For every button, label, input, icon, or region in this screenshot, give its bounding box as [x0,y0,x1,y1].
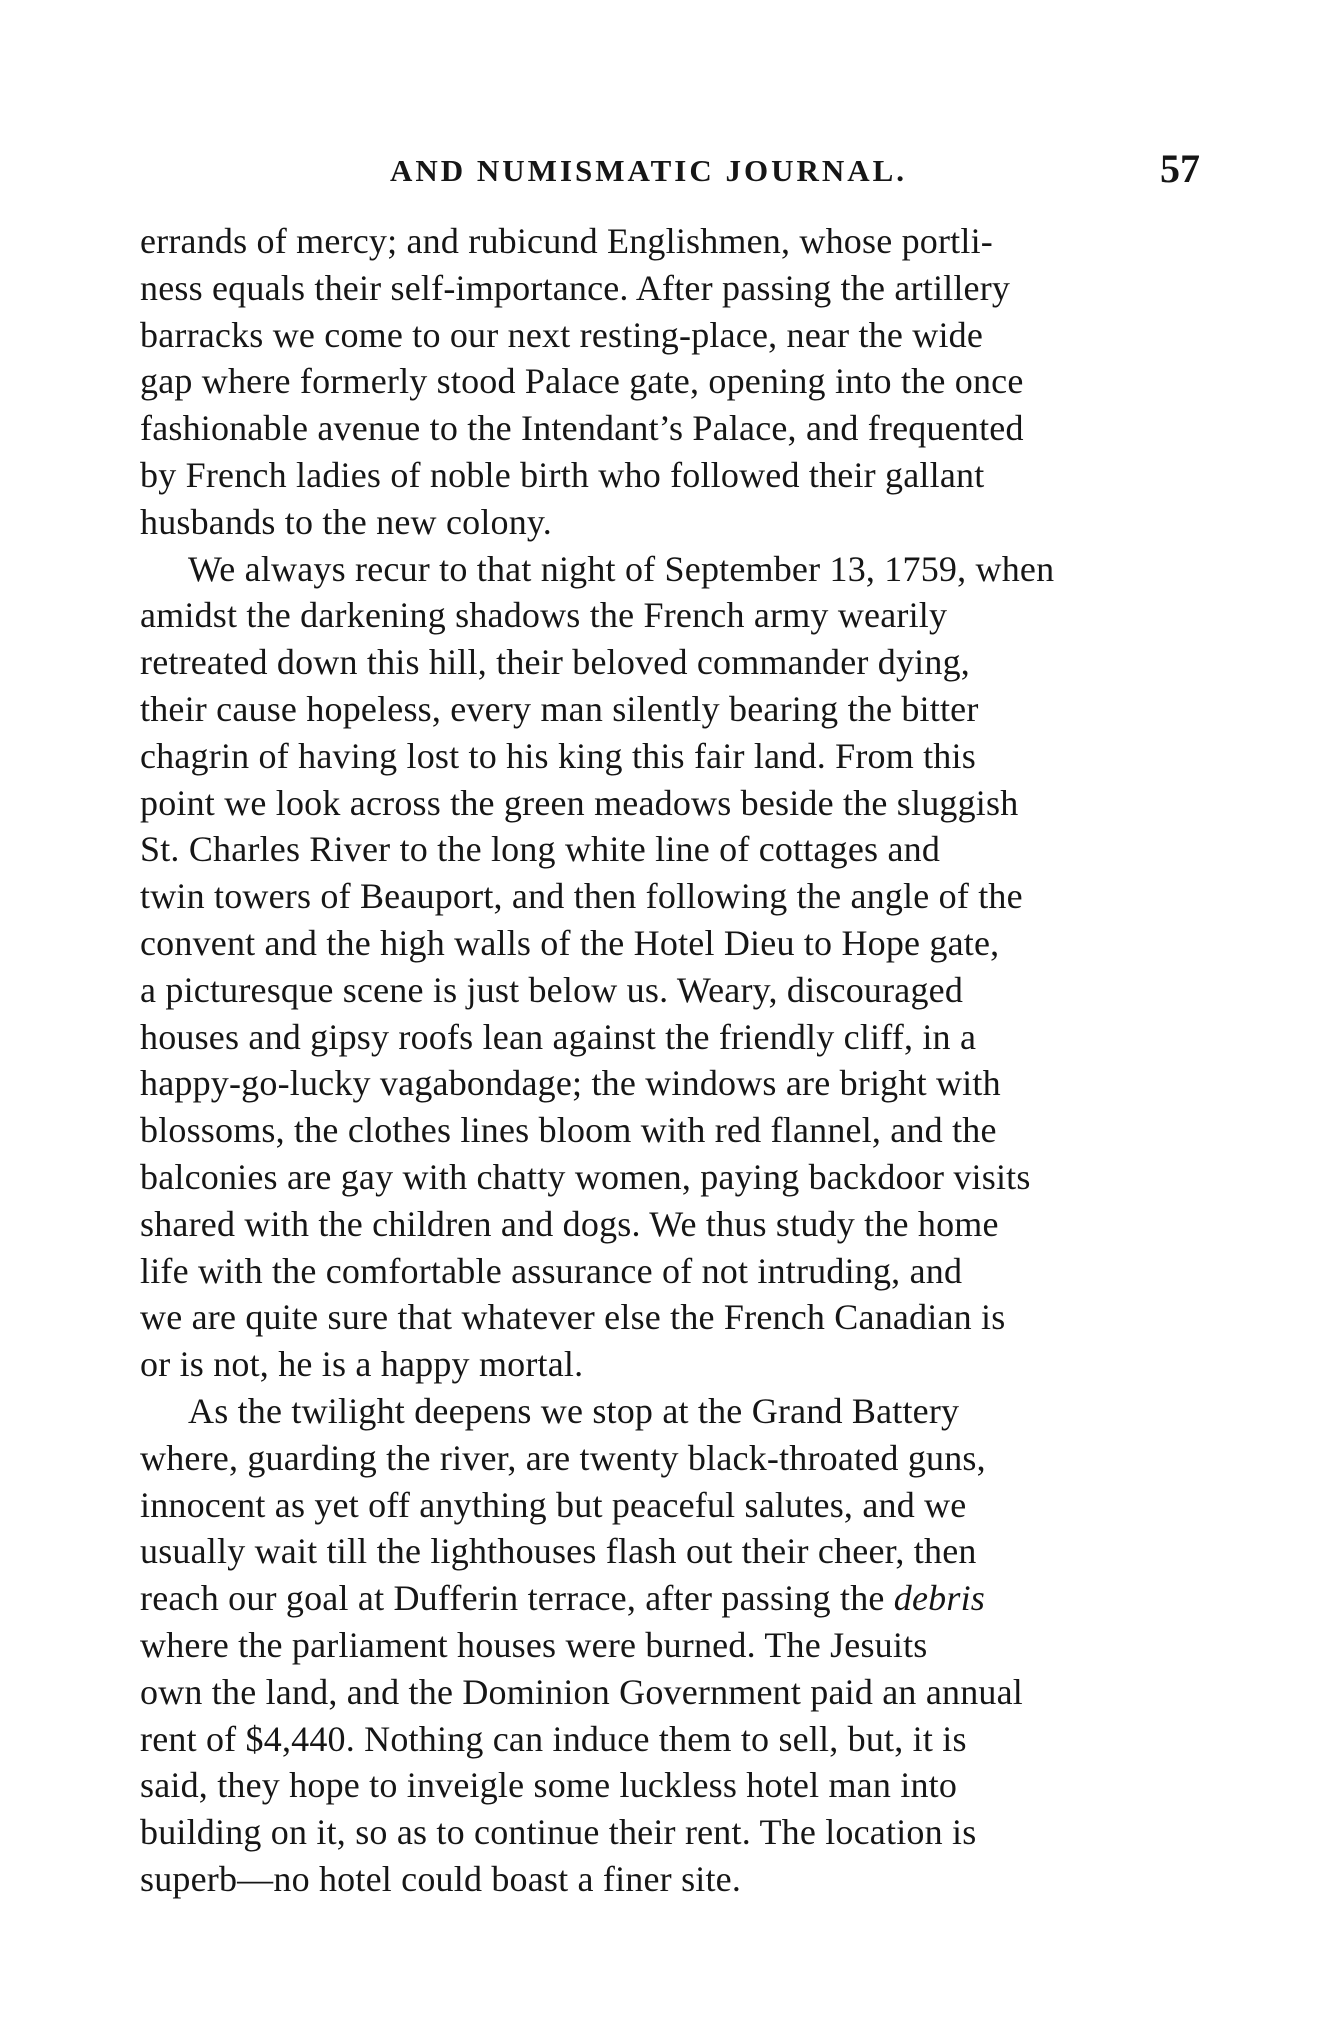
text-line: As the twilight deepens we stop at the Grand Battery [188,1390,960,1431]
text-line: where, guarding the river, are twenty black-throated guns, [140,1437,986,1478]
text-line: point we look across the green meadows beside the sluggish [140,782,1019,823]
text-line: errands of mercy; and rubicund Englishmen, whose portli- [140,221,993,261]
text-line: rent of $4,440. Nothing can induce them to sell, but, it is [140,1718,967,1759]
text-line: their cause hopeless, every man silently bearing the bitter [140,688,979,729]
italic-word: debris [893,1578,985,1619]
text-segment: reach our goal at Dufferin terrace, after passing the [140,1578,894,1619]
text-line: own the land, and the Dominion Government paid an annual [140,1671,1023,1712]
text-line: convent and the high walls of the Hotel Dieu to Hope gate, [140,922,1000,963]
text-line: husbands to the new colony. [140,501,552,542]
text-line: or is not, he is a happy mortal. [140,1344,584,1385]
text-line: by French ladies of noble birth who followed their gallant [140,454,985,495]
text-line: retreated down this hill, their beloved commander dying, [140,642,970,683]
text-line: we are quite sure that whatever else the French Canadian is [140,1297,1006,1338]
text-line: blossoms, the clothes lines bloom with red flannel, and the [140,1110,997,1151]
text-line: superb—no hotel could boast a finer site. [140,1858,742,1899]
text-line: barracks we come to our next resting-place, near the wide [140,314,984,355]
text-line: ness equals their self-importance. After passing the artillery [140,267,1011,308]
text-line: balconies are gay with chatty women, paying backdoor visits [140,1156,1031,1197]
text-line: St. Charles River to the long white line of cottages and [140,829,941,870]
text-line: where the parliament houses were burned. The Jesuits [140,1624,928,1665]
text-line: chagrin of having lost to his king this fair land. From this [140,735,976,776]
text-line: amidst the darkening shadows the French army wearily [140,595,948,636]
text-line: fashionable avenue to the Intendant’s Palace, and frequented [140,408,1024,449]
journal-title: AND NUMISMATIC JOURNAL. [390,153,908,188]
text-line: houses and gipsy roofs lean against the friendly cliff, in a [140,1016,977,1057]
text-line-with-italic [140,1575,1200,1622]
text-line: happy-go-lucky vagabondage; the windows are bright with [140,1063,1001,1104]
text-line: said, they hope to inveigle some luckless hotel man into [140,1765,958,1806]
text-line: a picturesque scene is just below us. Weary, discouraged [140,969,964,1010]
text-line: We always recur to that night of September 13, 1759, when [188,548,1055,589]
text-line: usually wait till the lighthouses flash out their cheer, then [140,1531,977,1572]
text-line: twin towers of Beauport, and then following the angle of the [140,876,1023,917]
page-number: 57 [1160,146,1200,191]
paragraph-1 [140,218,1200,546]
paragraph-2 [140,546,1200,1388]
running-header [140,145,1200,205]
body-text [140,218,1200,1903]
text-line: shared with the children and dogs. We thus study the home [140,1203,999,1244]
text-line: life with the comfortable assurance of not intruding, and [140,1250,963,1291]
paragraph-3 [140,1388,1200,1903]
text-line: building on it, so as to continue their rent. The location is [140,1812,977,1853]
text-line: gap where formerly stood Palace gate, opening into the once [140,361,1024,402]
text-line: innocent as yet off anything but peaceful salutes, and we [140,1484,967,1525]
